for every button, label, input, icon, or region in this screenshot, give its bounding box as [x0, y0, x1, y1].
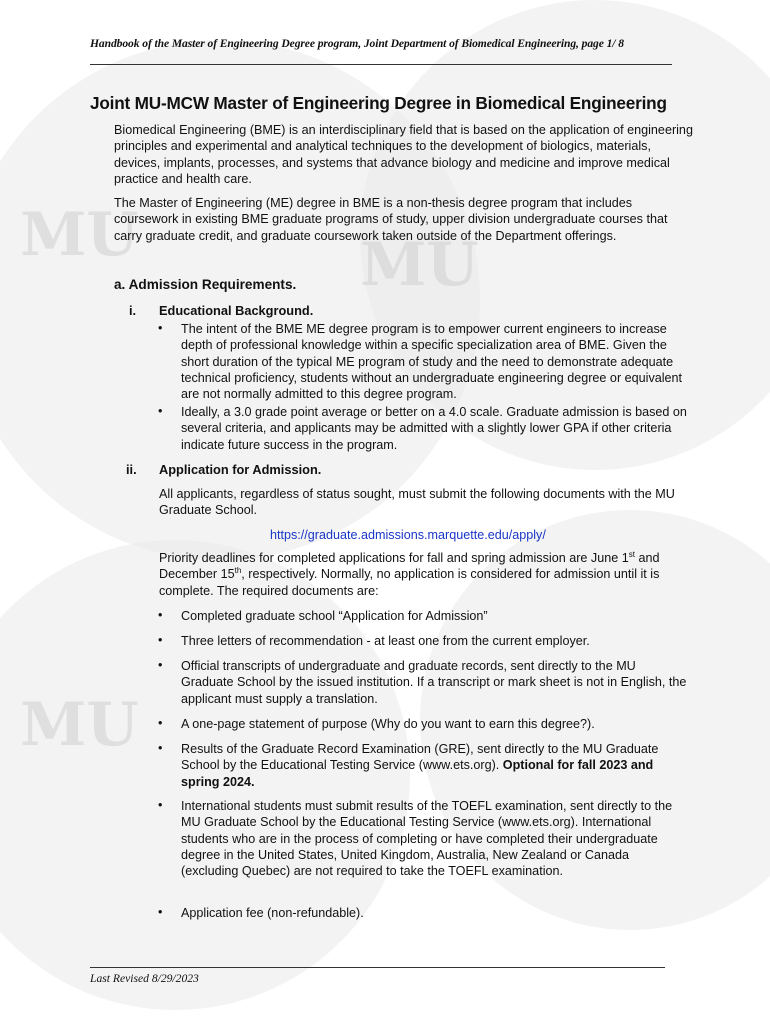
bullet-icon: •	[158, 741, 163, 755]
document-item-toefl: International students must submit results of the TOEFL examination, sent directly to the MU Graduate School by the Educational Testing Service (www.ets.org). International students who are in the process of completing or have completed their undergraduate degree in the United States, United Kingdom, Australia, New Zealand or Canada (excluding Quebec) are not required to take the TOEFL examination.	[181, 799, 673, 879]
gre-text: Results of the Graduate Record Examination (GRE), sent directly to the MU Graduate School by the Educational Testing Service (www.ets.org).	[181, 742, 659, 773]
bullet-icon: •	[158, 658, 163, 672]
document-item-gre	[181, 741, 689, 790]
deadline-text-2: and December 15	[159, 551, 660, 582]
intro-paragraph-1: Biomedical Engineering (BME) is an interdisciplinary field that is based on the application of engineering principles and experimental and analytical techniques to the development of biologics, materials, devices, implants, processes, and systems that advance biology and medicine and improve medical practice and health care.	[114, 123, 693, 186]
deadline-sup-2: th	[234, 566, 242, 576]
admissions-link[interactable]: https://graduate.admissions.marquette.edu/apply/	[270, 528, 546, 542]
document-item-transcripts: Official transcripts of undergraduate and graduate records, sent directly to the MU Graduate School by the issued institution. If a transcript or mark sheet is not in English, the applicant must supply a translation.	[181, 659, 687, 706]
header-rule	[90, 64, 672, 65]
gre-optional-note: Optional for fall 2023 and spring 2024.	[181, 758, 654, 789]
bullet-icon: •	[158, 798, 163, 812]
footer-rule	[90, 967, 665, 968]
bullet-icon: •	[158, 404, 163, 418]
watermark-letters-1: MU	[20, 200, 139, 270]
document-item-fee: Application fee (non-refundable).	[181, 906, 364, 920]
education-bullet-1: The intent of the BME ME degree program is to empower current engineers to increase depth of professional knowledge within a specific specialization area of BME. Given the short duration of the typical ME program of study and the need to demonstrate adequate technical proficiency, students without an undergraduate engineering degree or equivalent are not normally admitted to this degree program.	[181, 322, 683, 402]
watermark-letters-3: MU	[20, 690, 139, 760]
intro-paragraph-2: The Master of Engineering (ME) degree in BME is a non-thesis degree program that includes coursework in existing BME graduate programs of study, upper division undergraduate courses that carry graduate credit, and graduate coursework taken outside of the Department offerings.	[114, 196, 668, 243]
running-header: Handbook of the Master of Engineering Degree program, Joint Department of Biomedical Engineering, page 1/ 8	[90, 37, 624, 50]
document-item-statement: A one-page statement of purpose (Why do you want to earn this degree?).	[181, 717, 595, 731]
document-item-application: Completed graduate school “Application for Admission”	[181, 609, 488, 623]
last-revised: Last Revised 8/29/2023	[90, 972, 199, 985]
page-title: Joint MU-MCW Master of Engineering Degree in Biomedical Engineering	[90, 93, 667, 113]
application-intro: All applicants, regardless of status sought, must submit the following documents with the MU Graduate School.	[159, 487, 675, 518]
section-heading-admission: a. Admission Requirements.	[114, 277, 297, 292]
bullet-icon: •	[158, 321, 163, 335]
subsection-title-application: Application for Admission.	[159, 462, 322, 477]
document-item-recommendations: Three letters of recommendation - at least one from the current employer.	[181, 634, 590, 648]
deadline-text-3: , respectively. Normally, no application is considered for admission until it is complete. The required documents are:	[159, 567, 660, 598]
bullet-icon: •	[158, 608, 163, 622]
bullet-icon: •	[158, 905, 163, 919]
deadline-sup-1: st	[628, 549, 635, 559]
subsection-title-education: Educational Background.	[159, 303, 314, 318]
bullet-icon: •	[158, 633, 163, 647]
education-bullet-2: Ideally, a 3.0 grade point average or better on a 4.0 scale. Graduate admission is based on several criteria, and applicants may be admitted with a slightly lower GPA if other criteria indicate future success in the program.	[181, 405, 687, 452]
deadline-paragraph	[159, 550, 689, 599]
subsection-number-ii: ii.	[126, 462, 137, 477]
bullet-icon: •	[158, 716, 163, 730]
watermark-letters-2: MU	[360, 230, 479, 300]
subsection-number-i: i.	[129, 303, 137, 318]
deadline-text-1: Priority deadlines for completed applications for fall and spring admission are June 1	[159, 551, 629, 565]
